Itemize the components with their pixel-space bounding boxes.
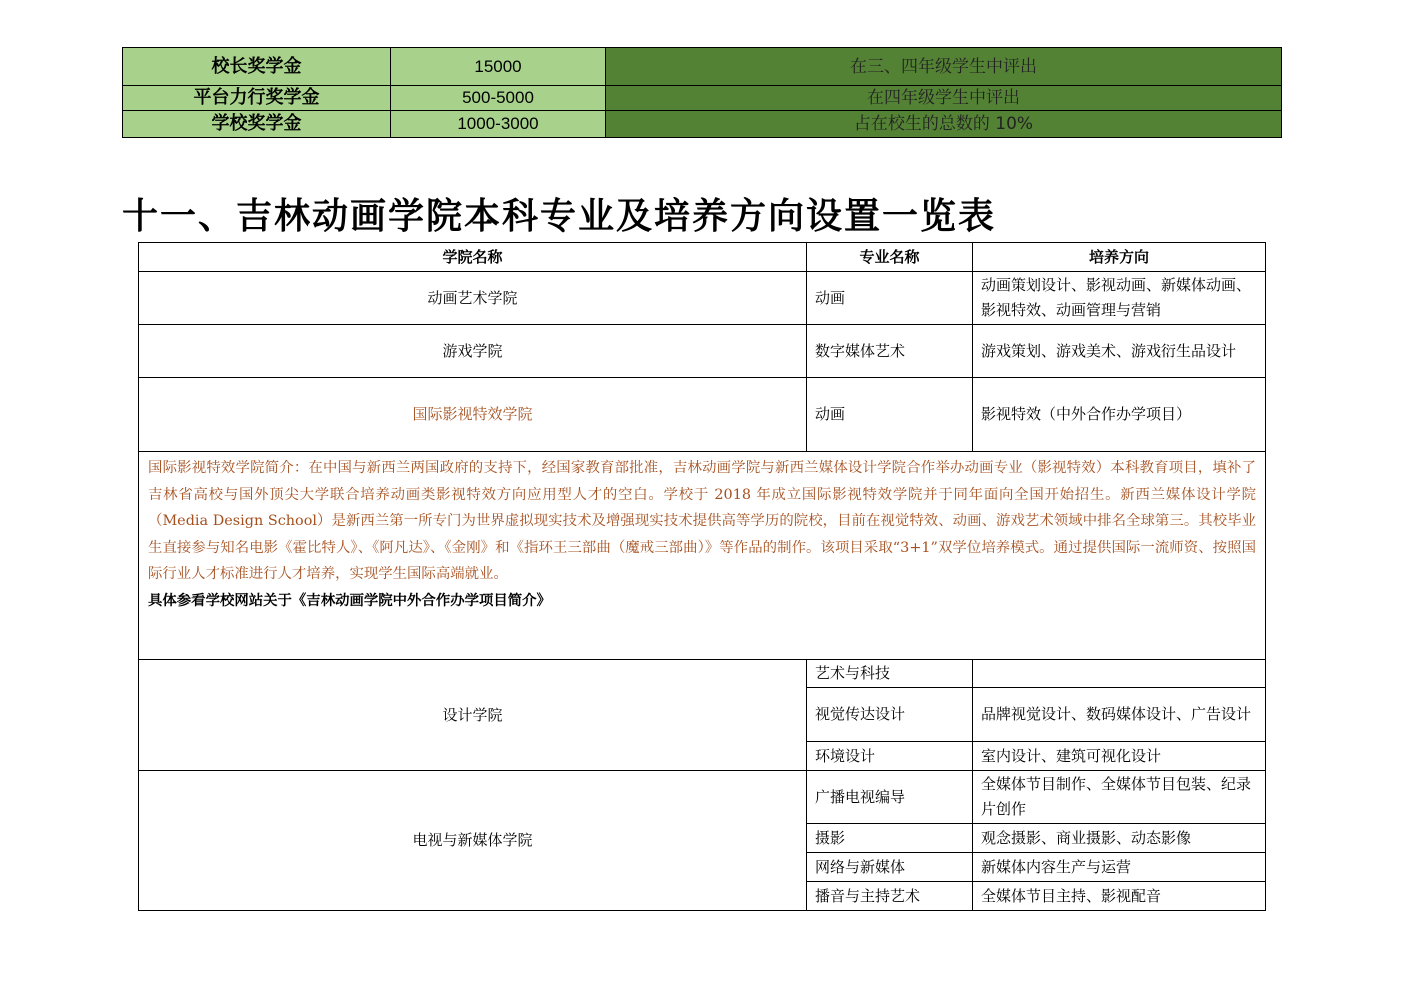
intro-row bbox=[139, 452, 1266, 660]
major-name: 动画 bbox=[807, 272, 973, 325]
training-direction: 品牌视觉设计、数码媒体设计、广告设计 bbox=[973, 688, 1266, 742]
college-name: 设计学院 bbox=[139, 660, 807, 771]
major-name: 视觉传达设计 bbox=[807, 688, 973, 742]
training-direction bbox=[973, 660, 1266, 688]
header-college: 学院名称 bbox=[139, 243, 807, 272]
college-name: 动画艺术学院 bbox=[139, 272, 807, 325]
training-direction: 动画策划设计、影视动画、新媒体动画、影视特效、动画管理与营销 bbox=[973, 272, 1266, 325]
section-title: 十一、吉林动画学院本科专业及培养方向设置一览表 bbox=[122, 195, 997, 237]
table-row bbox=[139, 325, 1266, 378]
table-row bbox=[123, 86, 1282, 111]
intro-cell bbox=[139, 452, 1266, 660]
header-major: 专业名称 bbox=[807, 243, 973, 272]
table-row bbox=[139, 378, 1266, 452]
intro-reference: 具体参看学校网站关于《吉林动画学院中外合作办学项目简介》 bbox=[148, 591, 551, 609]
major-name: 动画 bbox=[807, 378, 973, 452]
scholarship-name: 校长奖学金 bbox=[123, 48, 391, 86]
table-header-row bbox=[139, 243, 1266, 272]
table-row bbox=[139, 660, 1266, 688]
major-name: 播音与主持艺术 bbox=[807, 882, 973, 911]
header-direction: 培养方向 bbox=[973, 243, 1266, 272]
training-direction: 影视特效（中外合作办学项目） bbox=[973, 378, 1266, 452]
major-name: 艺术与科技 bbox=[807, 660, 973, 688]
scholarship-amount: 15000 bbox=[391, 48, 606, 86]
table-row bbox=[123, 111, 1282, 138]
college-intro-text: 国际影视特效学院简介：在中国与新西兰两国政府的支持下，经国家教育部批准，吉林动画学院与新西兰媒体设计学院合作举办动画专业（影视特效）本科教育项目，填补了吉林省高校与国外顶尖大学联合培养动画类影视特效方向应用型人才的空白。学校于 2018 年成立国际影视特效学院并于同年面向全国开始招生。新西兰媒体设计学院（Media Design School）是新西兰第一所专门为世界虚拟现实技术及增强现实技术提供高等学历的院校，目前在视觉特效、动画、游戏艺术领域中排名全球第三。其校毕业生直接参与知名电影《霍比特人》、《阿凡达》、《金刚》和《指环王三部曲（魔戒三部曲）》等作品的制作。该项目采取“3+1”双学位培养模式。通过提供国际一流师资、按照国际行业人才标准进行人才培养，实现学生国际高端就业。 bbox=[148, 460, 1256, 582]
scholarship-condition: 在三、四年级学生中评出 bbox=[606, 48, 1282, 86]
majors-table bbox=[138, 242, 1266, 911]
table-row bbox=[123, 48, 1282, 86]
major-name: 广播电视编导 bbox=[807, 771, 973, 824]
scholarship-name: 平台力行奖学金 bbox=[123, 86, 391, 111]
training-direction: 游戏策划、游戏美术、游戏衍生品设计 bbox=[973, 325, 1266, 378]
training-direction: 室内设计、建筑可视化设计 bbox=[973, 742, 1266, 771]
major-name: 网络与新媒体 bbox=[807, 853, 973, 882]
scholarship-amount: 500-5000 bbox=[391, 86, 606, 111]
college-name: 电视与新媒体学院 bbox=[139, 771, 807, 911]
major-name: 数字媒体艺术 bbox=[807, 325, 973, 378]
scholarship-amount: 1000-3000 bbox=[391, 111, 606, 138]
major-name: 摄影 bbox=[807, 824, 973, 853]
training-direction: 新媒体内容生产与运营 bbox=[973, 853, 1266, 882]
scholarship-name: 学校奖学金 bbox=[123, 111, 391, 138]
scholarship-condition: 在四年级学生中评出 bbox=[606, 86, 1282, 111]
college-name: 游戏学院 bbox=[139, 325, 807, 378]
table-row bbox=[139, 771, 1266, 824]
major-name: 环境设计 bbox=[807, 742, 973, 771]
training-direction: 观念摄影、商业摄影、动态影像 bbox=[973, 824, 1266, 853]
training-direction: 全媒体节目主持、影视配音 bbox=[973, 882, 1266, 911]
college-name: 国际影视特效学院 bbox=[139, 378, 807, 452]
table-row bbox=[139, 272, 1266, 325]
scholarship-table bbox=[122, 47, 1282, 138]
scholarship-condition: 占在校生的总数的 10% bbox=[606, 111, 1282, 138]
training-direction: 全媒体节目制作、全媒体节目包装、纪录片创作 bbox=[973, 771, 1266, 824]
